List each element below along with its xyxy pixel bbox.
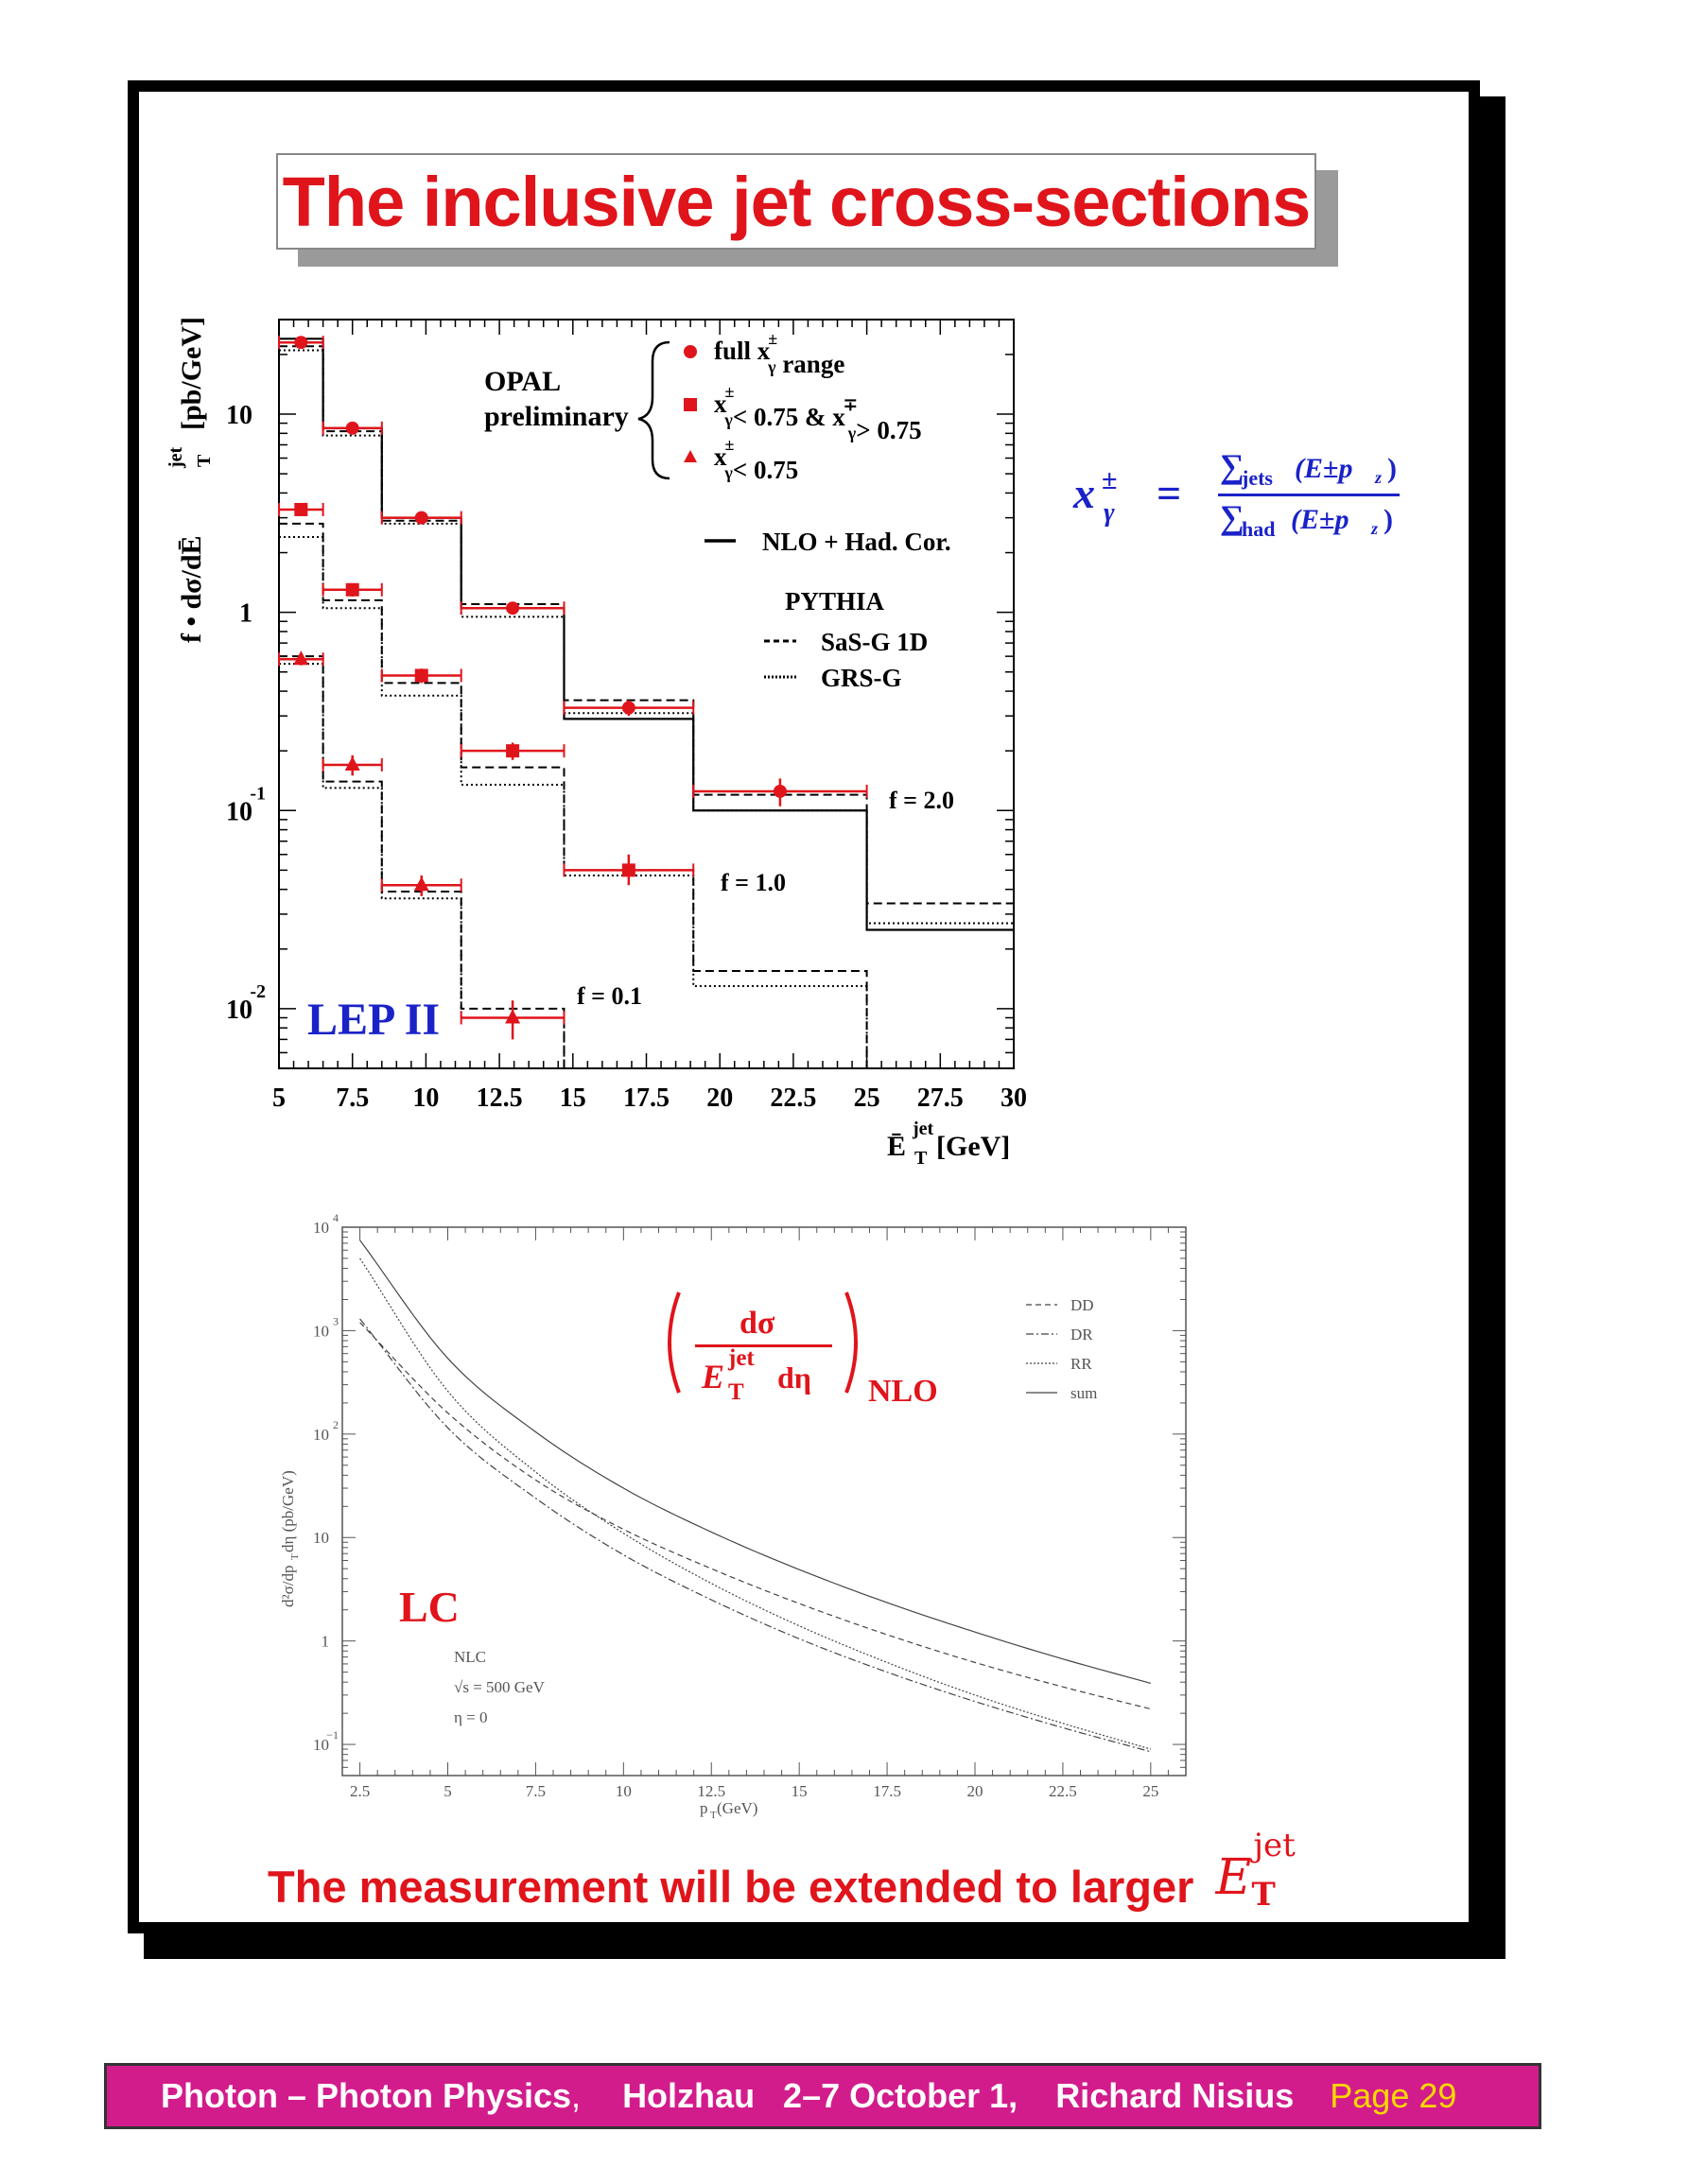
legend-entry-1: x± γ< 0.75 & x∓ γ> 0.75 <box>714 382 922 444</box>
chart1-theory-histograms <box>279 338 1014 1068</box>
legend-nlo: NLO + Had. Cor. <box>762 528 951 556</box>
bottom-text: The measurement will be extended to larger <box>268 1862 1194 1912</box>
x-tick-label: 10 <box>615 1782 632 1800</box>
y-axis-label-tail: dη (pb/GeV) <box>279 1470 297 1552</box>
legend-grs: GRS-G <box>821 664 902 692</box>
legend-label-sum: sum <box>1070 1384 1098 1402</box>
formula-num-sub: jets <box>1242 466 1273 490</box>
formula-den-sub: T <box>728 1379 744 1405</box>
formula-den-base: E <box>702 1358 725 1395</box>
x-tick-label: 12.5 <box>476 1083 523 1113</box>
marker-triangle <box>293 650 308 665</box>
footer-comma: , <box>571 2076 582 2115</box>
footer-part2: Holzhau 2–7 October 1, <box>622 2076 1018 2115</box>
bottom-statement <box>268 1827 1311 1914</box>
bottom-symbol-sup: jet <box>1253 1827 1296 1864</box>
formula-den-sum: ∑ <box>1220 498 1244 536</box>
eta-label: η = 0 <box>454 1708 488 1726</box>
y-tick-label: 10 <box>313 1322 329 1341</box>
chart1-data-points <box>279 336 867 1039</box>
x-tick-label: 15 <box>559 1083 586 1113</box>
y-tick-exponent: −1 <box>326 1728 339 1742</box>
formula-equals: = <box>1157 469 1182 517</box>
footer-part1: Photon – Photon Physics <box>161 2076 572 2115</box>
y-axis-label-group <box>165 317 215 643</box>
formula-den-sup: jet <box>728 1345 755 1371</box>
factor-label-f01: f = 0.1 <box>577 982 642 1010</box>
formula-subscript: NLO <box>868 1374 938 1409</box>
formula-right-paren <box>846 1292 856 1393</box>
formula-lhs: x <box>1073 469 1095 517</box>
y-tick-label: 1 <box>239 598 252 629</box>
y-tick-exponent: 3 <box>333 1314 339 1328</box>
y-tick-label: 10 <box>313 1736 329 1755</box>
formula-den-expr: (E±p <box>1291 504 1349 535</box>
marker-triangle <box>414 876 429 891</box>
legend-marker-square <box>684 398 697 411</box>
y-tick-exponent: -1 <box>250 783 266 805</box>
marker-circle <box>294 336 307 349</box>
y-axis-label-unit: [pb/GeV] <box>176 317 207 430</box>
legend-entry-0: full x± γ range <box>714 329 845 378</box>
x-tick-label: 7.5 <box>525 1782 547 1800</box>
x-tick-label: 5 <box>272 1083 286 1113</box>
formula-num-close: ) <box>1387 453 1397 484</box>
x-tick-label: 25 <box>853 1083 880 1113</box>
x-tick-label: 20 <box>706 1083 734 1113</box>
legend-label-rr: RR <box>1070 1355 1092 1373</box>
formula-left-paren <box>670 1292 679 1393</box>
y-tick-label: 10 <box>226 995 252 1025</box>
y-axis-label-sup: jet <box>165 446 186 468</box>
energy-label: √s = 500 GeV <box>454 1678 545 1696</box>
x-tick-label: 17.5 <box>873 1782 901 1800</box>
y-tick-exponent: 2 <box>333 1417 339 1431</box>
y-tick-label: 10 <box>313 1529 329 1548</box>
y-axis-label-sub: T <box>194 454 215 467</box>
x-axis-label-unit: (GeV) <box>717 1799 758 1817</box>
status-label: preliminary <box>484 401 629 432</box>
x-tick-label: 22.5 <box>770 1083 817 1113</box>
marker-square <box>294 503 307 516</box>
y-tick-exponent: -2 <box>250 980 266 1002</box>
marker-square <box>506 744 519 757</box>
chart1-labels <box>165 317 1027 1169</box>
x-tick-label: 25 <box>1142 1782 1159 1800</box>
region-label: LC <box>399 1583 460 1631</box>
legend-pythia: PYTHIA <box>785 587 885 615</box>
machine-label: NLC <box>454 1648 486 1666</box>
marker-square <box>346 583 359 597</box>
formula-lhs-sub: γ <box>1104 498 1115 528</box>
y-axis-label: f • dσ/dĒ <box>176 535 207 643</box>
x-tick-label: 10 <box>412 1083 440 1113</box>
formula-bar <box>695 1344 832 1347</box>
y-tick-label: 1 <box>321 1632 329 1651</box>
overlay-formula <box>670 1292 938 1409</box>
marker-circle <box>415 511 428 525</box>
y-tick-exponent: 4 <box>333 1211 339 1224</box>
x-tick-label: 15 <box>791 1782 808 1800</box>
formula-num-expr-sub: z <box>1375 468 1383 487</box>
y-axis-label-group <box>279 1470 301 1607</box>
legend-marker-circle <box>684 345 697 358</box>
x-tick-label: 17.5 <box>623 1083 670 1113</box>
x-axis-label-sup: jet <box>913 1118 934 1139</box>
marker-triangle <box>345 756 360 771</box>
y-axis-label-sub: T <box>289 1553 301 1560</box>
marker-circle <box>346 422 359 435</box>
footer-bar <box>104 2063 1541 2129</box>
marker-square <box>415 668 428 682</box>
chart2-labels <box>279 1211 1158 1821</box>
formula-num-sum: ∑ <box>1220 447 1244 485</box>
formula-den-expr-sub: z <box>1371 519 1379 538</box>
x-axis-label: Ē <box>887 1131 907 1162</box>
formula-numerator: dσ <box>740 1306 775 1341</box>
experiment-label: OPAL <box>484 366 562 397</box>
lc-prediction-chart <box>0 1201 1688 2146</box>
formula-fraction-bar <box>1218 494 1400 496</box>
legend-label-dr: DR <box>1070 1326 1093 1343</box>
legend-brace <box>638 342 670 478</box>
y-tick-label: 10 <box>226 401 252 431</box>
x-tick-label: 2.5 <box>349 1782 371 1800</box>
x-tick-label: 12.5 <box>697 1782 726 1800</box>
x-gamma-formula <box>1064 440 1461 544</box>
x-axis-label-sub: T <box>914 1148 928 1169</box>
formula-lhs-sup: ± <box>1102 464 1118 495</box>
marker-circle <box>506 601 519 615</box>
formula-num-expr: (E±p <box>1295 453 1353 484</box>
x-axis-label: p <box>700 1799 708 1817</box>
marker-circle <box>774 785 787 798</box>
y-tick-label: 10 <box>313 1425 329 1444</box>
marker-square <box>622 863 635 876</box>
region-label: LEP II <box>307 995 441 1045</box>
x-tick-label: 27.5 <box>916 1083 964 1113</box>
page-title: The inclusive jet cross-sections <box>282 162 1311 241</box>
y-tick-label: 10 <box>313 1219 329 1237</box>
bottom-symbol-base: E <box>1215 1849 1252 1906</box>
legend-sasg: SaS-G 1D <box>821 628 929 656</box>
footer-page-number: Page 29 <box>1330 2076 1457 2115</box>
formula-den-sub: had <box>1242 517 1276 541</box>
marker-circle <box>622 702 635 715</box>
formula-den-tail: dη <box>777 1361 811 1395</box>
footer-part3: Richard Nisius <box>1055 2076 1295 2115</box>
factor-label-f2: f = 2.0 <box>889 787 954 814</box>
x-tick-label: 7.5 <box>336 1083 370 1113</box>
legend-entry-2: x± γ< 0.75 <box>714 435 799 484</box>
x-axis-label-sub: T <box>710 1810 717 1821</box>
x-tick-label: 5 <box>444 1782 452 1800</box>
formula-den-close: ) <box>1383 504 1393 535</box>
y-axis-label: d²σ/dp <box>279 1565 297 1607</box>
y-tick-label: 10 <box>226 797 252 827</box>
x-tick-label: 30 <box>1001 1083 1027 1113</box>
x-tick-label: 22.5 <box>1049 1782 1077 1800</box>
x-axis-label-unit: [GeV] <box>936 1131 1011 1162</box>
legend-marker-triangle <box>684 450 697 462</box>
legend-label-dd: DD <box>1070 1296 1094 1314</box>
x-tick-label: 20 <box>966 1782 983 1800</box>
marker-triangle <box>505 1009 520 1023</box>
bottom-symbol-sub: T <box>1251 1876 1276 1914</box>
factor-label-f1: f = 1.0 <box>721 869 786 896</box>
